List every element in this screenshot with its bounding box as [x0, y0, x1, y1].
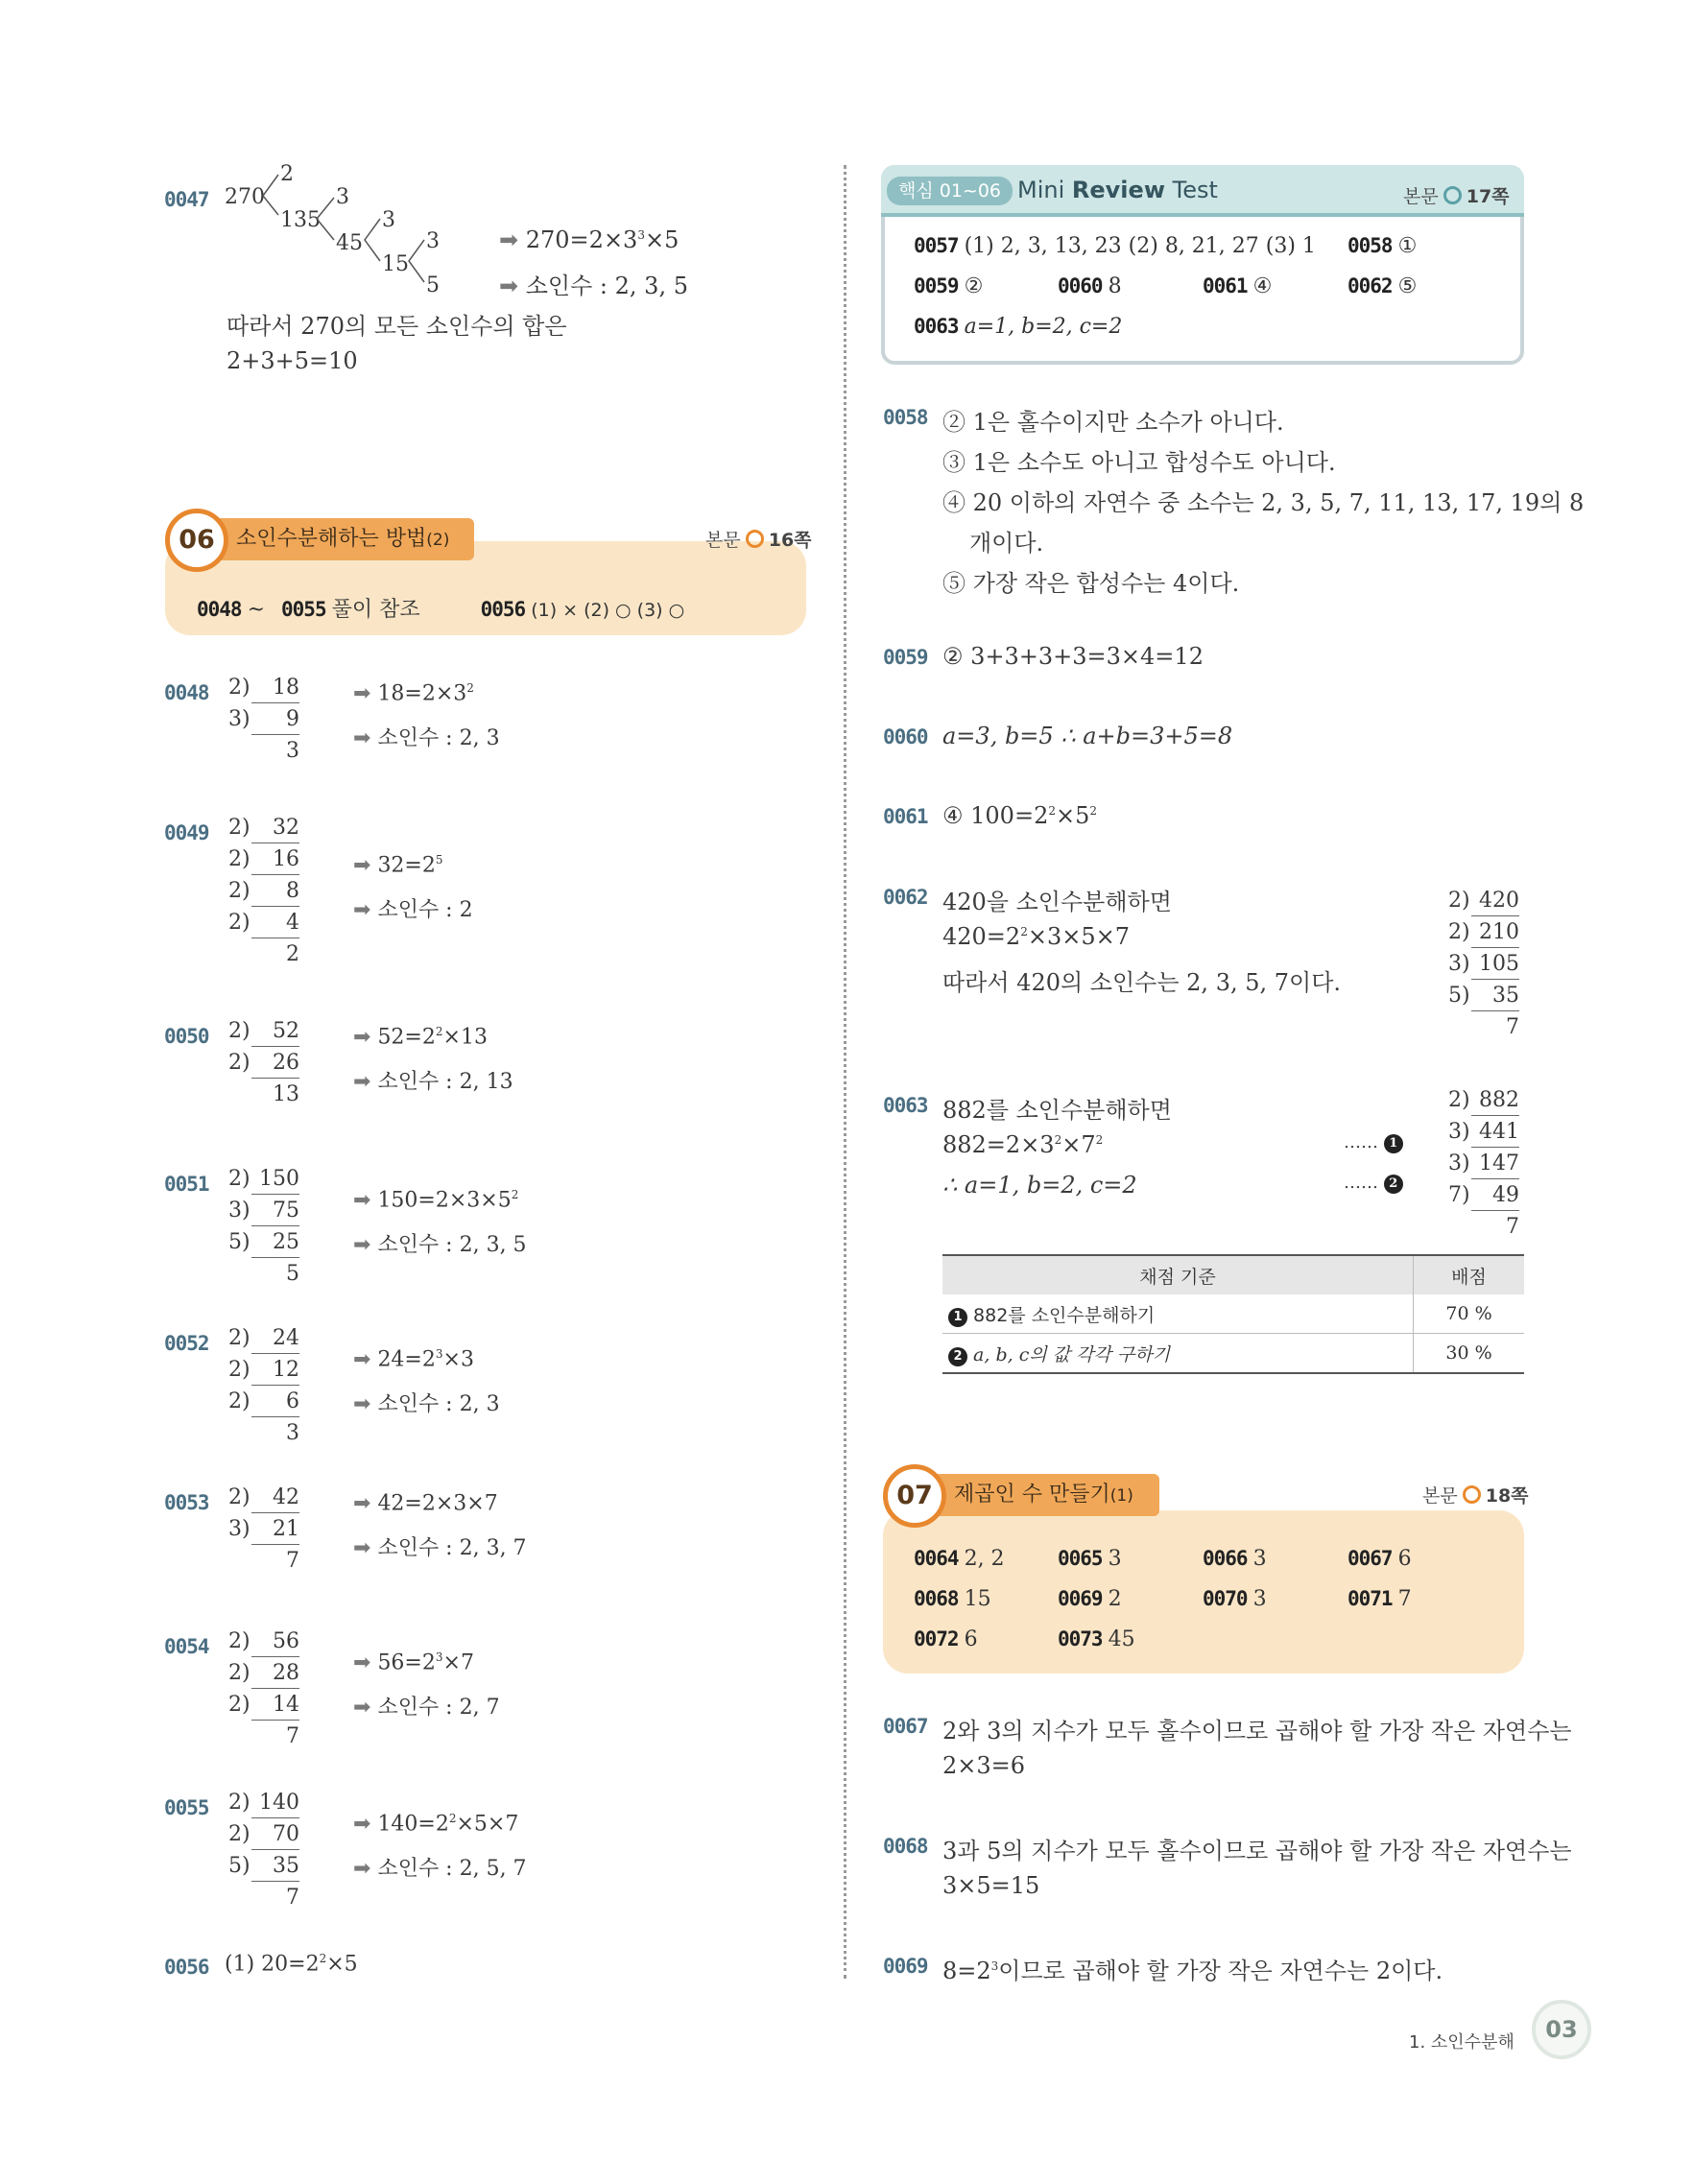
division-quotient	[225, 1882, 299, 1913]
division-ladder	[225, 1626, 299, 1752]
arrow-icon: ➡	[353, 1535, 378, 1560]
divisor: 2	[228, 1485, 242, 1509]
bracket: )	[1462, 952, 1470, 976]
tree-node: 3	[426, 229, 440, 253]
division-step	[225, 1386, 299, 1417]
solution-line: 882를 소인수분해하면	[942, 1097, 1172, 1124]
division-step	[225, 703, 299, 735]
divisor: 3	[1448, 1151, 1462, 1175]
division-quotient	[225, 1721, 299, 1752]
dividend: 18	[251, 674, 299, 703]
step-2-icon: 2	[948, 1347, 967, 1366]
dividend: 420	[1471, 887, 1519, 916]
division-quotient	[225, 1258, 299, 1290]
equation-line: ➡ $56=2^3\times 7$	[353, 1650, 474, 1675]
dividend: 42	[251, 1484, 299, 1513]
answer-line: (1) $20=2^2\times 5$	[225, 1952, 358, 1977]
divisor: 3	[228, 1517, 242, 1541]
bracket: )	[1462, 920, 1470, 944]
factors-line: ➡ 소인수 : 2, 5, 7	[353, 1857, 527, 1881]
answer-item: 0067 6	[1347, 1547, 1412, 1571]
answer-item: 0071 7	[1347, 1587, 1412, 1611]
problem-number: 0055	[164, 1796, 209, 1819]
division-ladder	[1444, 1084, 1519, 1243]
section-number-badge: 07	[883, 1464, 946, 1528]
problem-number: 0051	[164, 1173, 209, 1196]
divisor: 2	[228, 1389, 242, 1413]
equation-line: ➡ $18=2\times 3^2$	[353, 680, 474, 705]
dividend: 882	[1471, 1086, 1519, 1116]
divisor: 2	[228, 847, 242, 871]
bracket: )	[242, 1854, 250, 1878]
quotient: 7	[286, 1549, 299, 1573]
bracket: )	[1462, 984, 1470, 1008]
divisor: 2	[228, 1629, 242, 1653]
arrow-circle-icon	[1463, 1485, 1481, 1504]
problem-number: 0062	[883, 886, 928, 909]
answer-item: 0065 3	[1058, 1547, 1122, 1571]
answer-item: 0069 2	[1058, 1587, 1122, 1611]
factors-line: ➡ 소인수 : 2, 3, 5	[499, 273, 688, 299]
divisor: 2	[228, 1358, 242, 1382]
solution-line: $420=2^2\times 3\times 5\times 7$	[942, 923, 1130, 950]
divisor: 5	[228, 1230, 242, 1254]
quotient: 3	[286, 739, 299, 763]
arrow-icon: ➡	[353, 1857, 378, 1881]
division-step	[225, 1482, 299, 1513]
solution-line: 3과 5의 지수가 모두 홀수이므로 곱해야 할 가장 작은 자연수는	[942, 1838, 1572, 1864]
problem-number: 0069	[883, 1955, 928, 1978]
explanation-line: 따라서 270의 모든 소인수의 합은	[227, 313, 567, 340]
division-ladder	[225, 1163, 299, 1290]
equation-line: ➡ $140=2^2\times 5\times 7$	[353, 1812, 519, 1837]
review-range-tag: 핵심 01~06	[887, 177, 1013, 205]
divisor: 3	[1448, 952, 1462, 976]
answer-item: 0066 3	[1203, 1547, 1267, 1571]
division-step	[225, 1850, 299, 1882]
review-answer: 0057 (1) 2, 3, 13, 23 (2) 8, 21, 27 (3) 1	[914, 234, 1316, 258]
bracket: )	[242, 1051, 250, 1075]
factors-line: ➡ 소인수 : 2, 3	[353, 1392, 500, 1416]
division-step	[225, 1787, 299, 1818]
factors-line: ➡ 소인수 : 2, 3	[353, 725, 500, 750]
division-step	[225, 1689, 299, 1721]
division-step	[1444, 885, 1519, 916]
equation-line: ➡ $270=2\times 3^3\times 5$	[499, 226, 680, 253]
bracket: )	[242, 879, 250, 903]
arrow-icon: ➡	[353, 1233, 378, 1257]
divisor: 2	[228, 816, 242, 840]
division-step	[225, 1322, 299, 1354]
division-ladder	[225, 1482, 299, 1577]
divisor: 2	[228, 1791, 242, 1815]
problem-number: 0058	[883, 406, 928, 429]
equation-line: ➡ $32=2^5$	[353, 852, 443, 877]
division-quotient	[1444, 1211, 1519, 1243]
section-title: 제곱인 수 만들기	[954, 1483, 1110, 1507]
divisor: 3	[228, 1199, 242, 1223]
division-quotient	[225, 1545, 299, 1577]
bracket: )	[242, 1485, 250, 1509]
division-step	[1444, 948, 1519, 980]
answer-item: 0064 2, 2	[914, 1547, 1005, 1571]
division-step	[225, 1354, 299, 1386]
problem-number: 0053	[164, 1491, 209, 1514]
chapter-label: 1. 소인수분해	[1409, 2032, 1514, 2053]
dividend: 21	[251, 1515, 299, 1545]
scoring-table	[942, 1254, 1524, 1374]
divisor: 2	[228, 1661, 242, 1685]
textbook-page-ref: 본문 16쪽	[705, 530, 812, 551]
page-number-badge: 03	[1532, 2000, 1591, 2059]
division-step	[225, 875, 299, 907]
division-step	[225, 1015, 299, 1047]
dividend: 6	[251, 1388, 299, 1417]
division-ladder	[225, 672, 299, 767]
division-step	[225, 672, 299, 703]
bracket: )	[1462, 1120, 1470, 1144]
dividend: 210	[1471, 918, 1519, 948]
arrow-icon: ➡	[353, 1069, 378, 1094]
bracket: )	[242, 1199, 250, 1223]
factors-line: ➡ 소인수 : 2	[353, 897, 473, 922]
arrow-circle-icon	[746, 530, 764, 548]
dividend: 441	[1471, 1118, 1519, 1148]
bracket: )	[242, 1629, 250, 1653]
bracket: )	[242, 1822, 250, 1846]
quotient: 7	[1506, 1015, 1519, 1039]
dividend: 56	[251, 1627, 299, 1657]
mini-review-title: Mini Review Test	[1017, 177, 1218, 203]
section-answers: 0048 ~ 0055 풀이 참조 0056 (1) × (2) ○ (3) ○	[197, 598, 685, 622]
tree-node: 270	[225, 185, 265, 209]
dividend: 28	[251, 1659, 299, 1689]
divisor: 3	[1448, 1120, 1462, 1144]
divisor: 2	[1448, 1088, 1462, 1112]
arrow-icon: ➡	[353, 897, 378, 922]
divisor: 2	[228, 1822, 242, 1846]
bracket: )	[242, 911, 250, 935]
problem-number: 0047	[164, 188, 209, 211]
solution-line: 개이다.	[969, 530, 1044, 557]
quotient: 5	[286, 1262, 299, 1286]
tree-node: 5	[426, 273, 440, 297]
division-step	[225, 1657, 299, 1689]
section-title-tab: 제곱인 수 만들기(1)	[923, 1474, 1159, 1516]
division-step	[225, 1163, 299, 1195]
arrow-icon: ➡	[353, 680, 378, 705]
quotient: 13	[273, 1082, 299, 1106]
bracket: )	[242, 1693, 250, 1717]
review-answer: 0062 ⑤	[1347, 274, 1418, 298]
equation-line: ➡ 42=2×3×7	[353, 1490, 498, 1515]
division-step	[1444, 1148, 1519, 1179]
arrow-icon: ➡	[353, 1696, 378, 1720]
division-quotient	[225, 938, 299, 970]
division-step	[225, 1047, 299, 1079]
quotient: 7	[1506, 1215, 1519, 1239]
dividend: 16	[251, 845, 299, 875]
solution-line: ② 1은 홀수이지만 소수가 아니다.	[942, 409, 1284, 436]
division-ladder	[225, 1015, 299, 1110]
divisor: 5	[1448, 984, 1462, 1008]
divisor: 2	[228, 1693, 242, 1717]
arrow-icon: ➡	[353, 1490, 378, 1515]
solution-line: ④ $100=2^2\times 5^2$	[942, 802, 1098, 829]
divisor: 7	[1448, 1183, 1462, 1207]
step-1-icon: 1	[1384, 1134, 1403, 1153]
dividend: 26	[251, 1049, 299, 1079]
division-step	[225, 812, 299, 843]
review-answer: 0059 ②	[914, 274, 984, 298]
bracket: )	[242, 1167, 250, 1191]
bracket: )	[242, 1661, 250, 1685]
arrow-icon: ➡	[353, 1347, 378, 1372]
divisor: 2	[228, 879, 242, 903]
bracket: )	[242, 1326, 250, 1350]
division-step	[225, 1226, 299, 1258]
arrow-icon: ➡	[353, 725, 378, 750]
arrow-icon: ➡	[353, 1392, 378, 1416]
solution-line: a=3, b=5 ∴ a+b=3+5=8	[942, 723, 1233, 749]
dividend: 4	[251, 909, 299, 938]
dividend: 9	[251, 705, 299, 735]
divisor: 2	[228, 1326, 242, 1350]
bracket: )	[1462, 1183, 1470, 1207]
solution-line: ③ 1은 소수도 아니고 합성수도 아니다.	[942, 449, 1336, 476]
factors-line: ➡ 소인수 : 2, 3, 5	[353, 1233, 527, 1257]
tree-node: 3	[336, 185, 349, 209]
equation-line: ➡ $24=2^3\times 3$	[353, 1347, 474, 1372]
division-step	[1444, 980, 1519, 1011]
dividend: 35	[251, 1852, 299, 1882]
problem-number: 0056	[164, 1956, 209, 1979]
division-step	[1444, 916, 1519, 948]
solution-line: 2와 3의 지수가 모두 홀수이므로 곱해야 할 가장 작은 자연수는	[942, 1718, 1572, 1745]
problem-number: 0060	[883, 725, 928, 748]
answer-item: 0068 15	[914, 1587, 991, 1611]
arrow-icon: ➡	[353, 1024, 378, 1049]
quotient: 3	[286, 1421, 299, 1445]
division-quotient	[225, 735, 299, 767]
division-ladder	[225, 812, 299, 970]
factor-tree	[221, 161, 480, 305]
solution-line: ② 3+3+3+3=3×4=12	[942, 643, 1204, 670]
review-answer: 0058 ①	[1347, 234, 1418, 258]
division-ladder	[225, 1322, 299, 1449]
bracket: )	[1462, 1088, 1470, 1112]
problem-number: 0049	[164, 821, 209, 844]
table-row: 2 a, b, c의 값 각각 구하기 30 %	[942, 1334, 1524, 1374]
problem-number: 0068	[883, 1835, 928, 1858]
division-step	[225, 843, 299, 875]
quotient: 2	[286, 942, 299, 966]
section-title: 소인수분해하는 방법	[236, 527, 427, 551]
problem-number: 0048	[164, 681, 209, 704]
arrow-circle-icon	[1443, 186, 1462, 204]
bracket: )	[242, 1517, 250, 1541]
dividend: 8	[251, 877, 299, 907]
divisor: 5	[228, 1854, 242, 1878]
solution-line: 2×3=6	[942, 1752, 1026, 1779]
divisor: 3	[228, 707, 242, 731]
factors-line: ➡ 소인수 : 2, 7	[353, 1696, 500, 1720]
arrow-icon: ➡	[353, 852, 378, 877]
problem-number: 0052	[164, 1332, 209, 1355]
division-step	[1444, 1116, 1519, 1148]
factors-line: ➡ 소인수 : 2, 3, 7	[353, 1535, 527, 1560]
divisor: 2	[228, 676, 242, 700]
divisor: 2	[228, 1051, 242, 1075]
solution-line: ⑤ 가장 작은 합성수는 4이다.	[942, 570, 1240, 597]
division-step	[225, 1626, 299, 1657]
solution-line: 따라서 420의 소인수는 2, 3, 5, 7이다.	[942, 969, 1342, 996]
answer-item: 0072 6	[914, 1627, 978, 1651]
equation-line: ➡ $52=2^2\times 13$	[353, 1024, 488, 1049]
dividend: 52	[251, 1017, 299, 1047]
division-ladder	[1444, 885, 1519, 1043]
divisor: 2	[228, 1167, 242, 1191]
division-step	[1444, 1179, 1519, 1211]
section-number-badge: 06	[165, 509, 228, 572]
dividend: 35	[1471, 982, 1519, 1011]
tree-node: 3	[382, 208, 395, 232]
problem-number: 0059	[883, 646, 928, 669]
dividend: 140	[251, 1789, 299, 1818]
dividend: 12	[251, 1356, 299, 1386]
factors-line: ➡ 소인수 : 2, 13	[353, 1069, 513, 1094]
dividend: 105	[1471, 950, 1519, 980]
review-answer: 0061 ④	[1203, 274, 1273, 298]
table-row: 1 882를 소인수분해하기 70 %	[942, 1294, 1524, 1334]
table-header: 배점	[1414, 1255, 1525, 1294]
dividend: 32	[251, 814, 299, 843]
division-step	[225, 1195, 299, 1226]
divisor: 2	[1448, 889, 1462, 913]
dividend: 147	[1471, 1150, 1519, 1179]
dividend: 24	[251, 1324, 299, 1354]
solution-line: $8=2^3$이므로 곱해야 할 가장 작은 자연수는 2이다.	[942, 1958, 1443, 1984]
solution-line: ∴ a=1, b=2, c=2	[942, 1172, 1137, 1199]
solution-line: 420을 소인수분해하면	[942, 889, 1172, 915]
problem-number: 0054	[164, 1635, 209, 1658]
step-2-icon: 2	[1384, 1175, 1403, 1194]
solution-line: ④ 20 이하의 자연수 중 소수는 2, 3, 5, 7, 11, 13, 17, 19의 8	[942, 489, 1585, 516]
arrow-icon: ➡	[353, 1812, 378, 1837]
bracket: )	[242, 1358, 250, 1382]
bracket: )	[242, 1230, 250, 1254]
step-marker: …… 1	[1344, 1132, 1403, 1153]
arrow-icon: ➡	[353, 1188, 378, 1213]
division-step	[225, 1513, 299, 1545]
tree-node: 135	[280, 208, 321, 232]
problem-number: 0063	[883, 1094, 928, 1117]
arrow-icon: ➡	[353, 1650, 378, 1675]
dividend: 150	[251, 1165, 299, 1195]
division-quotient	[1444, 1011, 1519, 1043]
divisor: 2	[228, 911, 242, 935]
answer-item: 0073 45	[1058, 1627, 1135, 1651]
review-answer: 0063 a=1, b=2, c=2	[914, 315, 1123, 339]
dividend: 14	[251, 1691, 299, 1721]
step-marker: …… 2	[1344, 1173, 1403, 1194]
division-ladder	[225, 1787, 299, 1913]
division-step	[1444, 1084, 1519, 1116]
quotient: 7	[286, 1886, 299, 1910]
section-title-tab: 소인수분해하는 방법(2)	[205, 518, 474, 560]
division-step	[225, 907, 299, 938]
table-header: 채점 기준	[942, 1255, 1414, 1294]
column-divider	[844, 165, 846, 1979]
bracket: )	[242, 1791, 250, 1815]
problem-number: 0061	[883, 805, 928, 828]
quotient: 7	[286, 1724, 299, 1748]
bracket: )	[242, 816, 250, 840]
dividend: 49	[1471, 1181, 1519, 1211]
tree-node: 2	[280, 162, 294, 186]
bracket: )	[1462, 889, 1470, 913]
textbook-page-ref: 본문 18쪽	[1422, 1485, 1529, 1507]
problem-number: 0067	[883, 1715, 928, 1738]
step-1-icon: 1	[948, 1308, 967, 1327]
tree-node: 15	[382, 252, 409, 276]
dividend: 75	[251, 1197, 299, 1226]
bracket: )	[242, 1389, 250, 1413]
dividend: 70	[251, 1820, 299, 1850]
tree-node: 45	[336, 231, 363, 255]
solution-line: $882=2\times 3^2\times 7^2$	[942, 1131, 1104, 1158]
equation-line: ➡ $150=2\times 3\times 5^2$	[353, 1188, 519, 1213]
bracket: )	[242, 707, 250, 731]
division-quotient	[225, 1417, 299, 1449]
bracket: )	[242, 847, 250, 871]
textbook-page-ref: 본문 17쪽	[1403, 186, 1510, 207]
bracket: )	[242, 1019, 250, 1043]
solution-line: 3×5=15	[942, 1872, 1040, 1899]
problem-number: 0050	[164, 1025, 209, 1048]
division-step	[225, 1818, 299, 1850]
divisor: 2	[228, 1019, 242, 1043]
dividend: 25	[251, 1228, 299, 1258]
bracket: )	[1462, 1151, 1470, 1175]
review-answer: 0060 8	[1058, 274, 1122, 298]
divisor: 2	[1448, 920, 1462, 944]
division-quotient	[225, 1079, 299, 1110]
result-line: 2+3+5=10	[227, 347, 358, 374]
bracket: )	[242, 676, 250, 700]
answer-item: 0070 3	[1203, 1587, 1267, 1611]
